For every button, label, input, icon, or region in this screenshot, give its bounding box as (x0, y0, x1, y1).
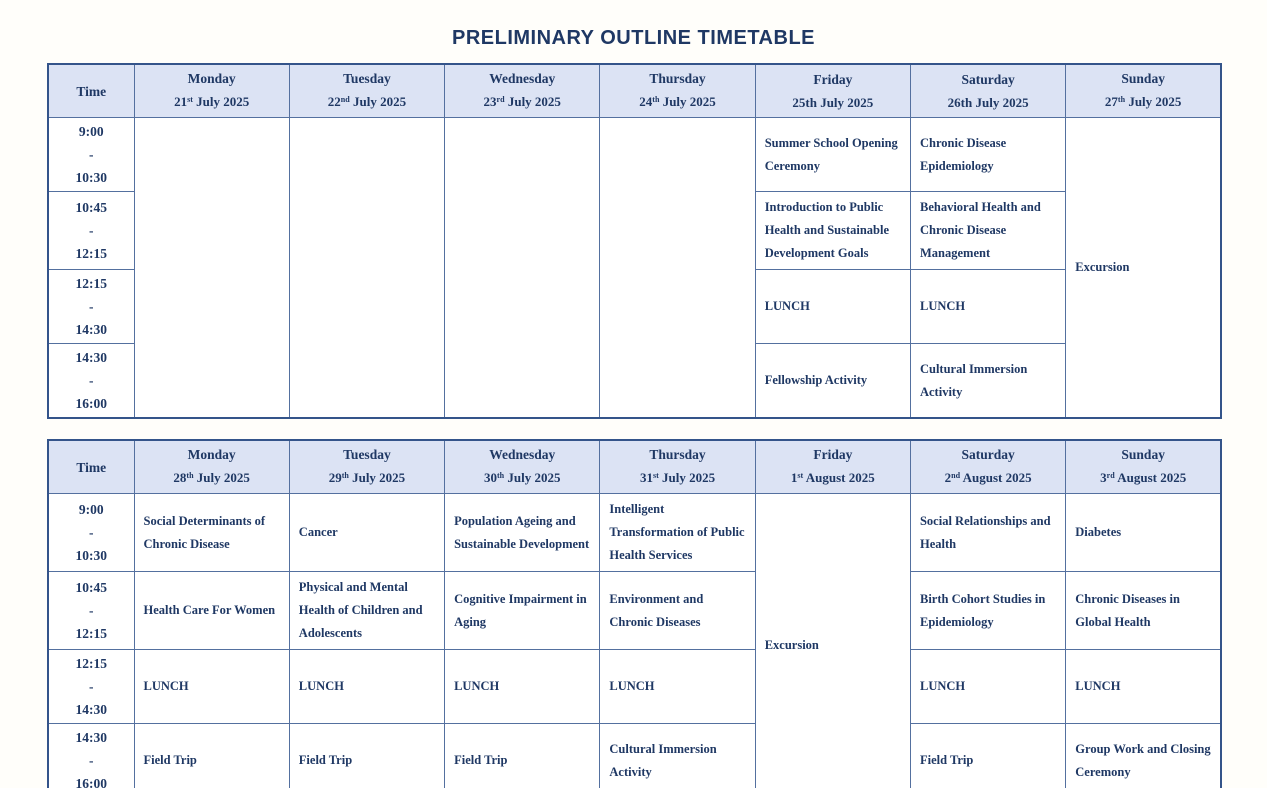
date-label: 30th July 2025 (483, 470, 561, 485)
event-saturday-chronic-disease-epidemiology: Chronic Disease Epidemiology (910, 118, 1065, 192)
event-saturday-field-trip: Field Trip (910, 724, 1065, 788)
timetable-week2 (47, 439, 1222, 788)
event-friday-fellowship-activity: Fellowship Activity (755, 344, 910, 419)
event-tuesday-lunch-w2: LUNCH (289, 650, 444, 724)
date-label: 28th July 2025 (173, 470, 250, 485)
empty-cell-monday-w1 (134, 118, 289, 419)
date-label: 25th July 2025 (792, 95, 874, 110)
event-wednesday-lunch-w2: LUNCH (445, 650, 600, 724)
date-label: 2nd August 2025 (944, 470, 1032, 485)
date-label: 24th July 2025 (639, 94, 716, 109)
event-sunday-excursion-w1: Excursion (1066, 118, 1221, 419)
event-monday-health-care-women: Health Care For Women (134, 572, 289, 650)
col-header-time-w1: Time (48, 64, 134, 118)
event-thursday-intelligent-transformation: Intelligent Transformation of Public Health Services (600, 494, 755, 572)
date-label: 27th July 2025 (1104, 94, 1182, 109)
event-saturday-lunch-w2: LUNCH (910, 650, 1065, 724)
date-label: 29th July 2025 (328, 470, 406, 485)
date-label: 22nd July 2025 (327, 94, 407, 109)
event-thursday-environment-chronic: Environment and Chronic Diseases (600, 572, 755, 650)
col-header-sunday-w1: Sunday 27th July 2025 (1066, 64, 1221, 118)
event-tuesday-cancer: Cancer (289, 494, 444, 572)
col-header-tuesday-w1: Tuesday 22nd July 2025 (289, 64, 444, 118)
event-saturday-cultural-immersion-w1: Cultural Immersion Activity (910, 344, 1065, 419)
event-saturday-behavioral-health: Behavioral Health and Chronic Disease Management (910, 192, 1065, 270)
event-saturday-birth-cohort: Birth Cohort Studies in Epidemiology (910, 572, 1065, 650)
col-header-saturday-w1: Saturday 26th July 2025 (910, 64, 1065, 118)
timetable-week1 (47, 63, 1222, 419)
col-header-thursday-w1: Thursday 24th July 2025 (600, 64, 755, 118)
time-slot-1430-1600-w1: 14:30 - 16:00 (48, 344, 134, 419)
time-slot-0900-1030-w2: 9:00 - 10:30 (48, 494, 134, 572)
col-header-wednesday-w2: Wednesday 30th July 2025 (445, 440, 600, 494)
col-header-time-w2: Time (48, 440, 134, 494)
event-monday-lunch-w2: LUNCH (134, 650, 289, 724)
col-header-saturday-w2: Saturday 2nd August 2025 (910, 440, 1065, 494)
event-sunday-lunch-w2: LUNCH (1066, 650, 1221, 724)
event-thursday-lunch-w2: LUNCH (600, 650, 755, 724)
event-friday-lunch-w1: LUNCH (755, 270, 910, 344)
time-slot-1045-1215-w2: 10:45 - 12:15 (48, 572, 134, 650)
col-header-monday-w1: Monday 21st July 2025 (134, 64, 289, 118)
date-label: 3rd August 2025 (1100, 470, 1187, 485)
header-row-w2 (48, 440, 1221, 494)
event-monday-field-trip: Field Trip (134, 724, 289, 788)
empty-cell-tuesday-w1 (289, 118, 444, 419)
row-1215-w2 (48, 650, 1221, 724)
date-label: 23rd July 2025 (483, 94, 561, 109)
empty-cell-wednesday-w1 (445, 118, 600, 419)
event-wednesday-field-trip: Field Trip (445, 724, 600, 788)
event-tuesday-field-trip: Field Trip (289, 724, 444, 788)
event-friday-opening-ceremony: Summer School Opening Ceremony (755, 118, 910, 192)
event-sunday-group-work-closing: Group Work and Closing Ceremony (1066, 724, 1221, 788)
date-label: 21st July 2025 (174, 94, 250, 109)
col-header-sunday-w2: Sunday 3rd August 2025 (1066, 440, 1221, 494)
time-slot-1045-1215-w1: 10:45 - 12:15 (48, 192, 134, 270)
col-header-wednesday-w1: Wednesday 23rd July 2025 (445, 64, 600, 118)
event-saturday-social-relationships: Social Relationships and Health (910, 494, 1065, 572)
time-slot-1215-1430-w1: 12:15 - 14:30 (48, 270, 134, 344)
row-1045-w2 (48, 572, 1221, 650)
time-slot-0900-1030-w1: 9:00 - 10:30 (48, 118, 134, 192)
event-monday-social-determinants: Social Determinants of Chronic Disease (134, 494, 289, 572)
time-slot-1430-1600-w2: 14:30 - 16:00 (48, 724, 134, 788)
date-label: 1st August 2025 (790, 470, 875, 485)
event-wednesday-cognitive-impairment: Cognitive Impairment in Aging (445, 572, 600, 650)
event-sunday-chronic-global-health: Chronic Diseases in Global Health (1066, 572, 1221, 650)
event-friday-excursion-w2: Excursion (755, 494, 910, 788)
col-header-thursday-w2: Thursday 31st July 2025 (600, 440, 755, 494)
col-header-friday-w1: Friday 25th July 2025 (755, 64, 910, 118)
row-0900-w1 (48, 118, 1221, 192)
event-saturday-lunch-w1: LUNCH (910, 270, 1065, 344)
date-label: 31st July 2025 (639, 470, 716, 485)
page-title: PRELIMINARY OUTLINE TIMETABLE (451, 27, 815, 49)
event-friday-intro-public-health: Introduction to Public Health and Sustainable Development Goals (755, 192, 910, 270)
event-sunday-diabetes: Diabetes (1066, 494, 1221, 572)
header-row-w1 (48, 64, 1221, 118)
date-label: 26th July 2025 (947, 95, 1029, 110)
col-header-tuesday-w2: Tuesday 29th July 2025 (289, 440, 444, 494)
event-thursday-cultural-immersion-w2: Cultural Immersion Activity (600, 724, 755, 788)
row-0900-w2 (48, 494, 1221, 572)
col-header-friday-w2: Friday 1st August 2025 (755, 440, 910, 494)
col-header-monday-w2: Monday 28th July 2025 (134, 440, 289, 494)
time-slot-1215-1430-w2: 12:15 - 14:30 (48, 650, 134, 724)
empty-cell-thursday-w1 (600, 118, 755, 419)
event-wednesday-population-ageing: Population Ageing and Sustainable Development (445, 494, 600, 572)
event-tuesday-physical-mental-health: Physical and Mental Health of Children and Adolescents (289, 572, 444, 650)
row-1430-w2 (48, 724, 1221, 788)
